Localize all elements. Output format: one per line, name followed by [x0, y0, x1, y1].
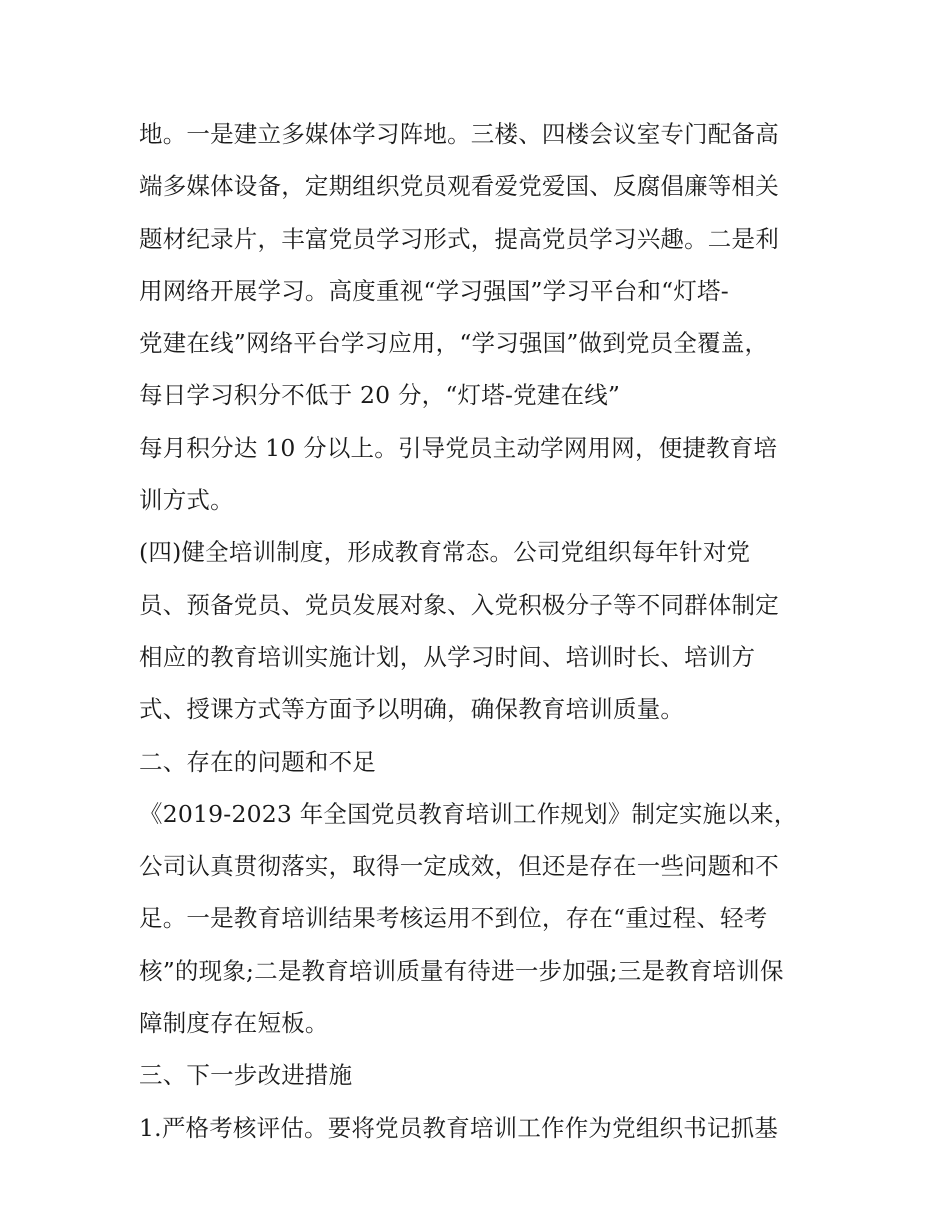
- text-line: 每月积分达 10 分以上。引导党员主动学网用网，便捷教育培: [139, 433, 778, 462]
- text-line: 端多媒体设备，定期组织党员观看爱党爱国、反腐倡廉等相关: [139, 172, 779, 201]
- text-line: 每日学习积分不低于 20 分，“灯塔-党建在线”: [139, 381, 621, 410]
- section-heading-line: (四)健全培训制度，形成教育常态。公司党组织每年针对党: [139, 538, 751, 567]
- text-line: 用网络开展学习。高度重视“学习强国”学习平台和“灯塔-: [139, 276, 729, 305]
- text-line: 题材纪录片，丰富党员学习形式，提高党员学习兴趣。二是利: [139, 224, 779, 253]
- document-body: [139, 108, 839, 1154]
- text-line: 党建在线”网络平台学习应用，“学习强国”做到党员全覆盖，: [139, 329, 769, 358]
- text-line: 核”的现象;二是教育培训质量有待进一步加强;三是教育培训保: [139, 956, 784, 985]
- section-heading: 三、下一步改进措施: [139, 1061, 353, 1090]
- text-line: 《2019-2023 年全国党员教育培训工作规划》制定实施以来，: [139, 799, 798, 828]
- section-heading: 二、存在的问题和不足: [139, 747, 376, 776]
- text-line: 足。一是教育培训结果考核运用不到位，存在“重过程、轻考: [139, 904, 768, 933]
- text-line: 式、授课方式等方面予以明确，确保教育培训质量。: [139, 695, 685, 724]
- text-line: 障制度存在短板。: [139, 1009, 329, 1038]
- text-line: 1.严格考核评估。要将党员教育培训工作作为党组织书记抓基: [139, 1113, 779, 1142]
- text-line: 员、预备党员、党员发展对象、入党积极分子等不同群体制定: [139, 590, 779, 619]
- text-line: 地。一是建立多媒体学习阵地。三楼、四楼会议室专门配备高: [139, 120, 779, 148]
- text-line: 训方式。: [139, 486, 234, 515]
- text-line: 相应的教育培训实施计划，从学习时间、培训时长、培训方: [139, 642, 756, 671]
- text-line: 公司认真贯彻落实，取得一定成效，但还是存在一些问题和不: [139, 852, 779, 881]
